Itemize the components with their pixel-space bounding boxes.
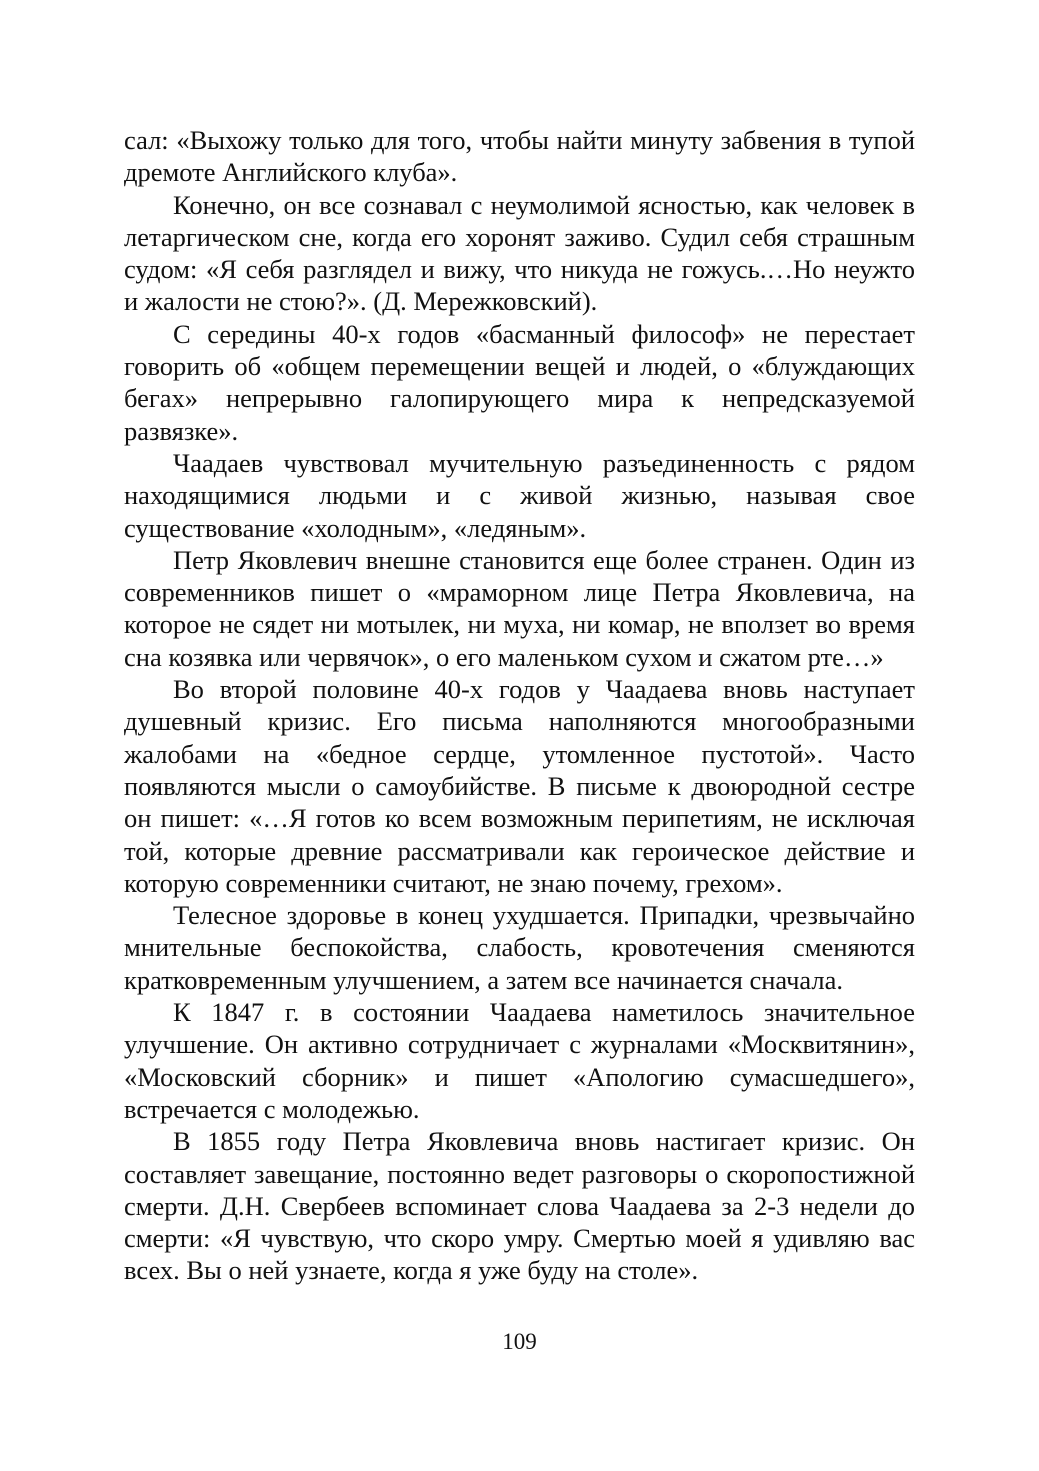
page-number: 109 <box>502 1329 537 1354</box>
paragraph-6: Во второй половине 40-х годов у Чаадаева вновь наступает душевный кризис. Его письма наполняются многообразными жалобами на «бедное сердце, утомленное пустотой». Часто появляются мысли о самоубийстве. В письме к двоюродной сестре он пишет: «…Я готов ко всем возможным перипетиям, не исключая той, которые древние рассматривали как героическое действие и которую современники считают, не знаю почему, грехом». <box>124 674 915 898</box>
paragraph-1: сал: «Выхожу только для того, чтобы найти минуту забвения в тупой дремоте Английского клуба». <box>124 125 915 188</box>
paragraph-8: К 1847 г. в состоянии Чаадаева наметилось значительное улучшение. Он активно сотрудничает с журналами «Москвитянин», «Московский сборник» и пишет «Апологию сумасшедшего», встречается с молодежью. <box>124 997 915 1124</box>
paragraph-2: Конечно, он все сознавал с неумолимой ясностью, как человек в летаргическом сне, когда его хоронят заживо. Судил себя страшным судом: «Я себя разглядел и вижу, что никуда не гожусь.…Но неужто и жалости не стою?». (Д. Мережковский). <box>124 189 915 317</box>
paragraph-5: Петр Яковлевич внешне становится еще более странен. Один из современников пишет о «мраморном лице Петра Яковлевича, на которое не сядет ни мотылек, ни муха, ни комар, не вползет во время сна козявка или червячок», о его маленьком сухом и сжатом рте…» <box>124 544 915 672</box>
paragraph-3: С середины 40-х годов «басманный философ» не перестает говорить об «общем перемещении вещей и людей, о «блуждающих бегах» непрерывно галопирующего мира к непредсказуемой развязке». <box>124 318 915 446</box>
book-page <box>124 124 915 1464</box>
paragraph-4: Чаадаев чувствовал мучительную разъединенность с рядом находящимися людьми и с живой жизнью, называя свое существование «холодным», «ледяным». <box>124 447 915 543</box>
paragraph-9: В 1855 году Петра Яковлевича вновь настигает кризис. Он составляет завещание, постоянно ведет разговоры о скоропостижной смерти. Д.Н. Свербеев вспоминает слова Чаадаева за 2-3 недели до смерти: «Я чувствую, что скоро умру. Смертью моей я удивляю вас всех. Вы о ней узнаете, когда я уже буду на столе». <box>124 1126 915 1286</box>
paragraph-7: Телесное здоровье в конец ухудшается. Припадки, чрезвычайно мнительные беспокойства, слабость, кровотечения сменяются кратковременным улучшением, а затем все начинается сначала. <box>124 900 915 995</box>
body-text <box>124 124 915 1287</box>
